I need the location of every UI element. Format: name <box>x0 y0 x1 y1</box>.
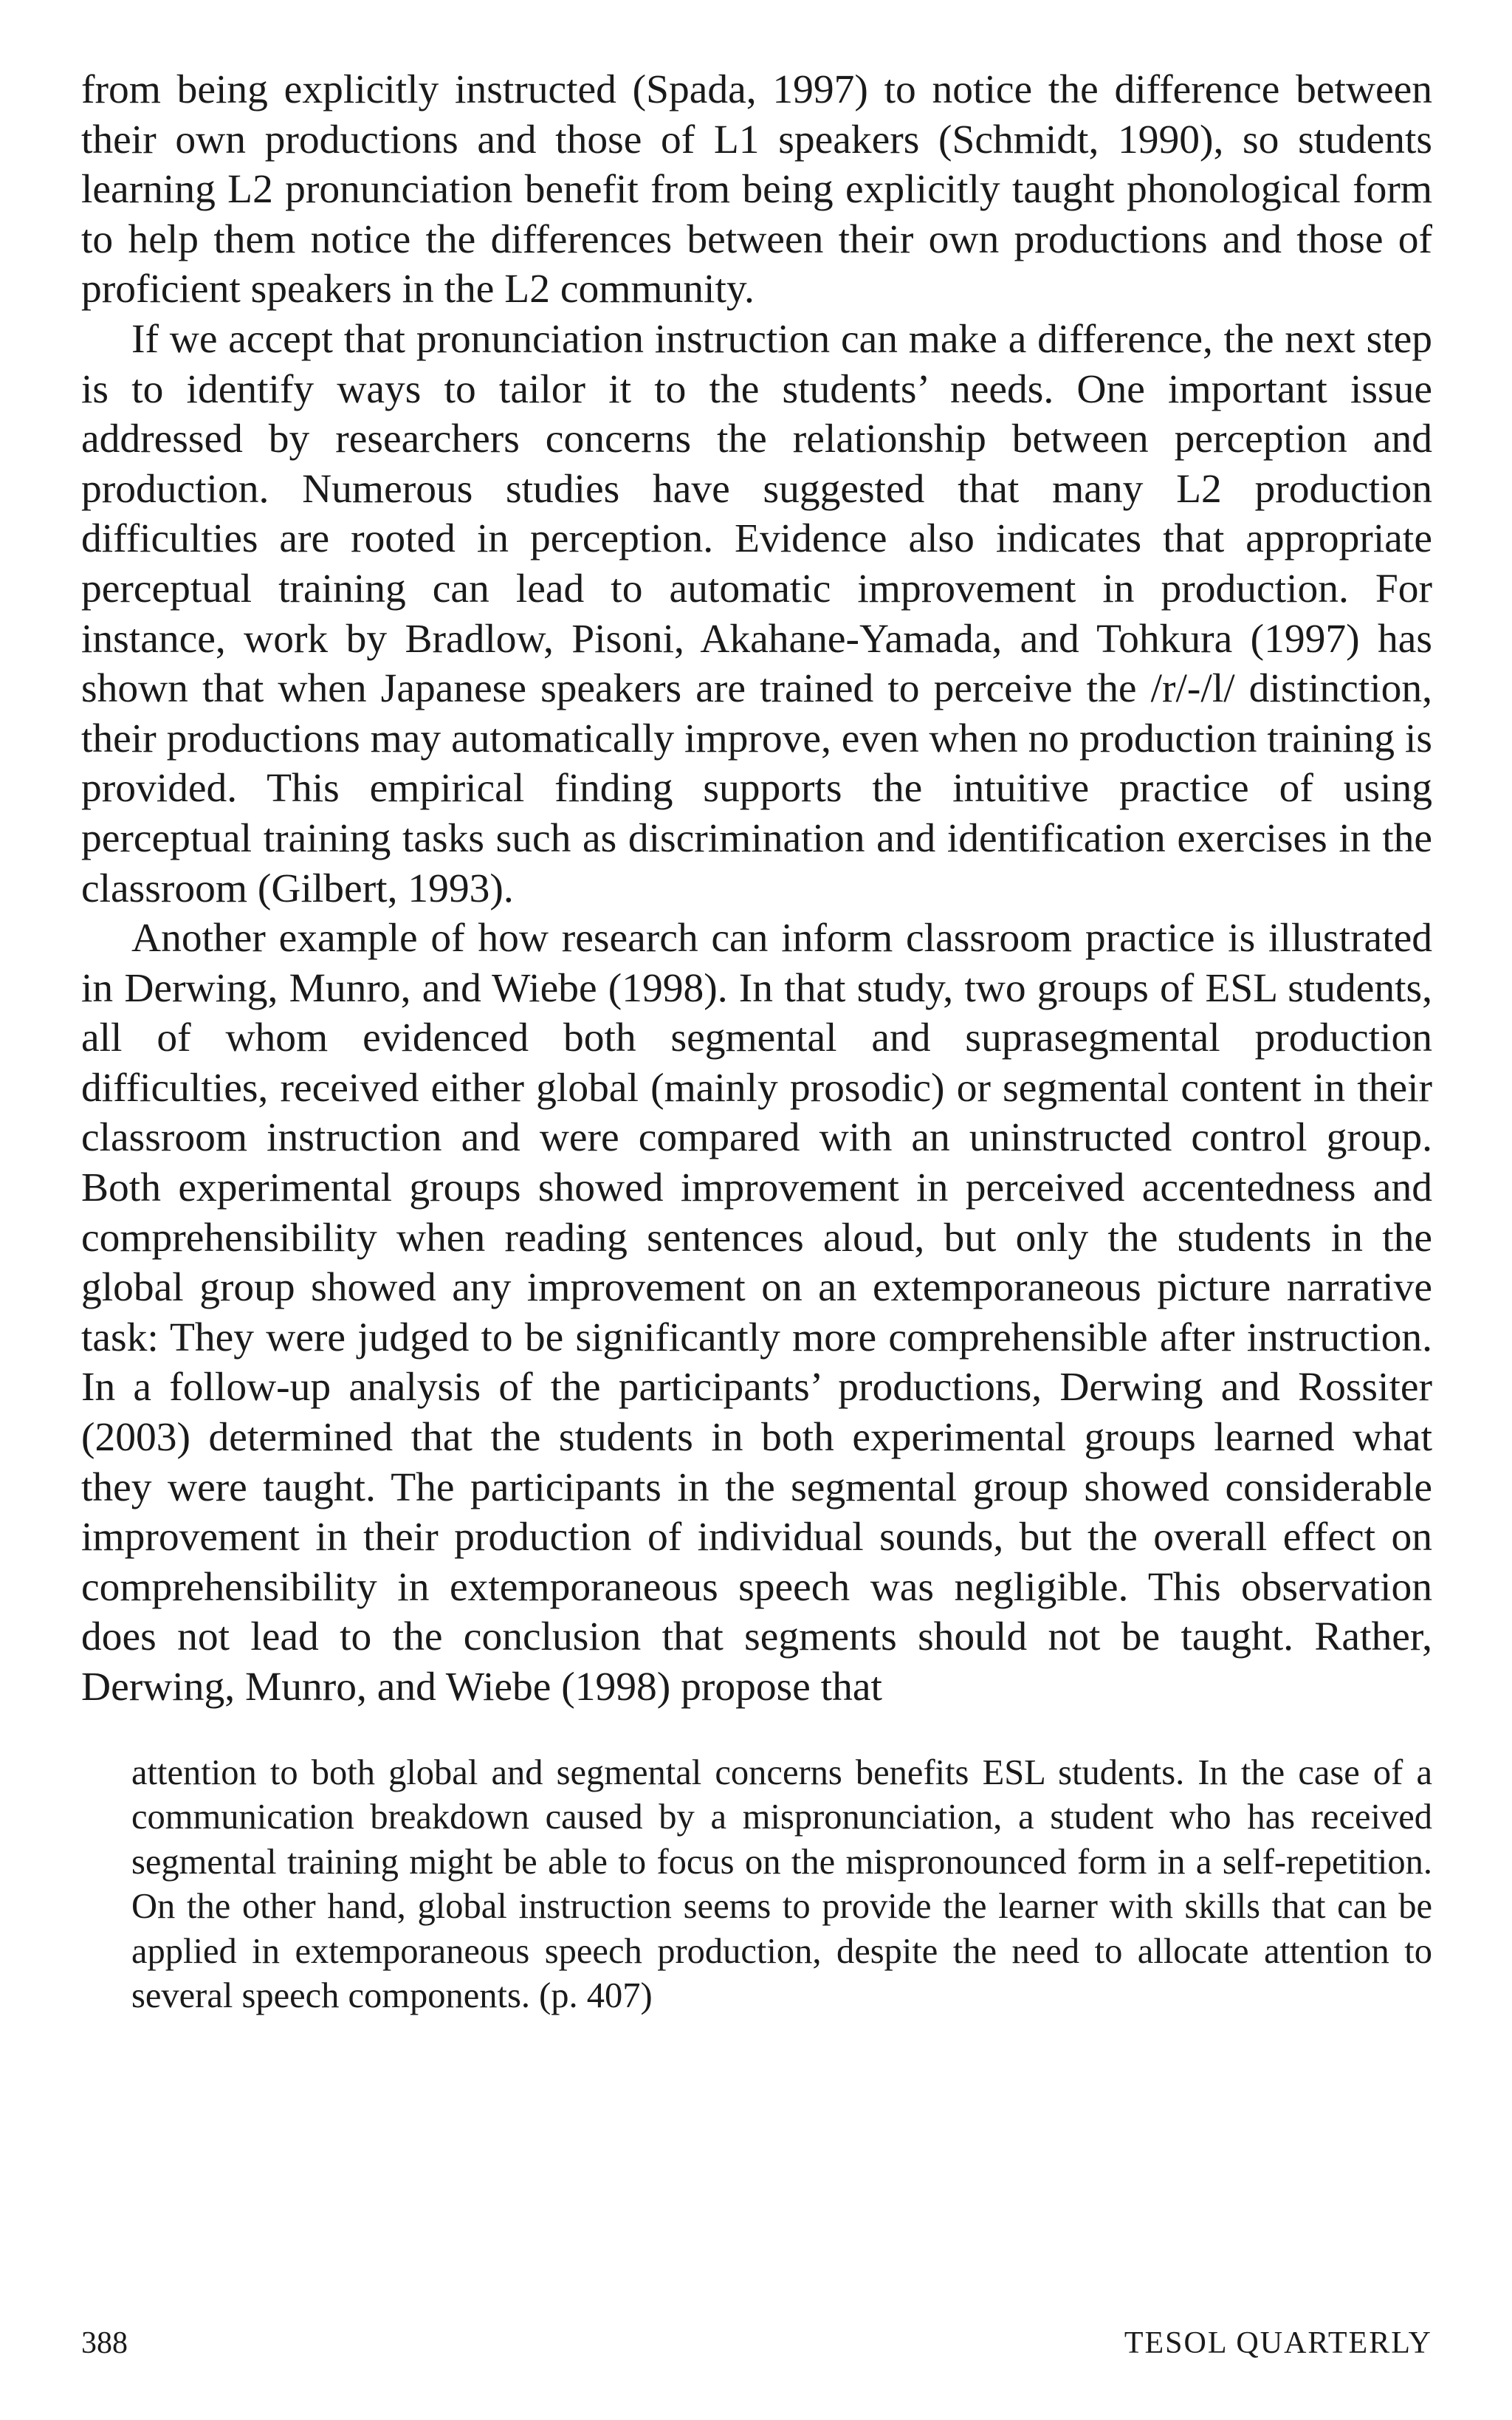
journal-name: TESOL QUARTERLY <box>1124 2326 1432 2360</box>
paragraph-1: from being explicitly instructed (Spada, 1997) to notice the difference between their own productions and those of L1 speakers (Schmidt, 1990), so students learning L2 pronunciation benefit from being explicitly taught phonological form to help them notice the differences between their own productions and those of proficient speakers in the L2 community. <box>81 67 1432 312</box>
page-footer <box>81 2325 1432 2362</box>
page-number: 388 <box>81 2326 128 2360</box>
paragraph-3: Another example of how research can inform classroom practice is illustrated in Derwing, Munro, and Wiebe (1998). In that study, two groups of ESL students, all of whom evidenced both segmental and suprasegmental production difficulties, received either global (mainly prosodic) or segmental content in their classroom instruction and were compared with an uninstructed control group. Both experimental groups showed improvement in perceived accentedness and comprehensibility when reading sentences aloud, but only the students in the global group showed any improvement on an extemporaneous picture narrative task: They were judged to be significantly more comprehensible after instruction. In a follow-up analysis of the participants’ productions, Derwing and Rossiter (2003) determined that the students in both experimental groups learned what they were taught. The participants in the segmental group showed considerable improvement in their production of individual sounds, but the overall effect on comprehensibility in extemporaneous speech was negligible. This observation does not lead to the conclusion that segments should not be taught. Rather, Derwing, Munro, and Wiebe (1998) propose that <box>81 916 1432 1710</box>
paragraph-2: If we accept that pronunciation instruction can make a difference, the next step is to identify ways to tailor it to the students’ needs. One important issue addressed by researchers concerns the relationship between perception and production. Numerous studies have suggested that many L2 production difficulties are rooted in perception. Evidence also indicates that appropriate perceptual training can lead to automatic improvement in production. For instance, work by Bradlow, Pisoni, Akahane-Yamada, and Tohkura (1997) has shown that when Japanese speakers are trained to perceive the /r/-/l/ distinction, their productions may automatically improve, even when no production training is provided. This empirical finding supports the intuitive practice of using perceptual training tasks such as discrimination and identification exercises in the classroom (Gilbert, 1993). <box>81 316 1432 911</box>
block-quote: attention to both global and segmental concerns benefits ESL students. In the case of a communication breakdown caused by a mispronunciation, a student who has received segmental training might be able to focus on the mispronounced form in a self-repetition. On the other hand, global instruction seems to provide the learner with skills that can be applied in extemporaneous speech production, despite the need to allocate attention to several speech components. (p. 407) <box>131 1752 1432 2016</box>
page-body <box>81 65 1432 2019</box>
